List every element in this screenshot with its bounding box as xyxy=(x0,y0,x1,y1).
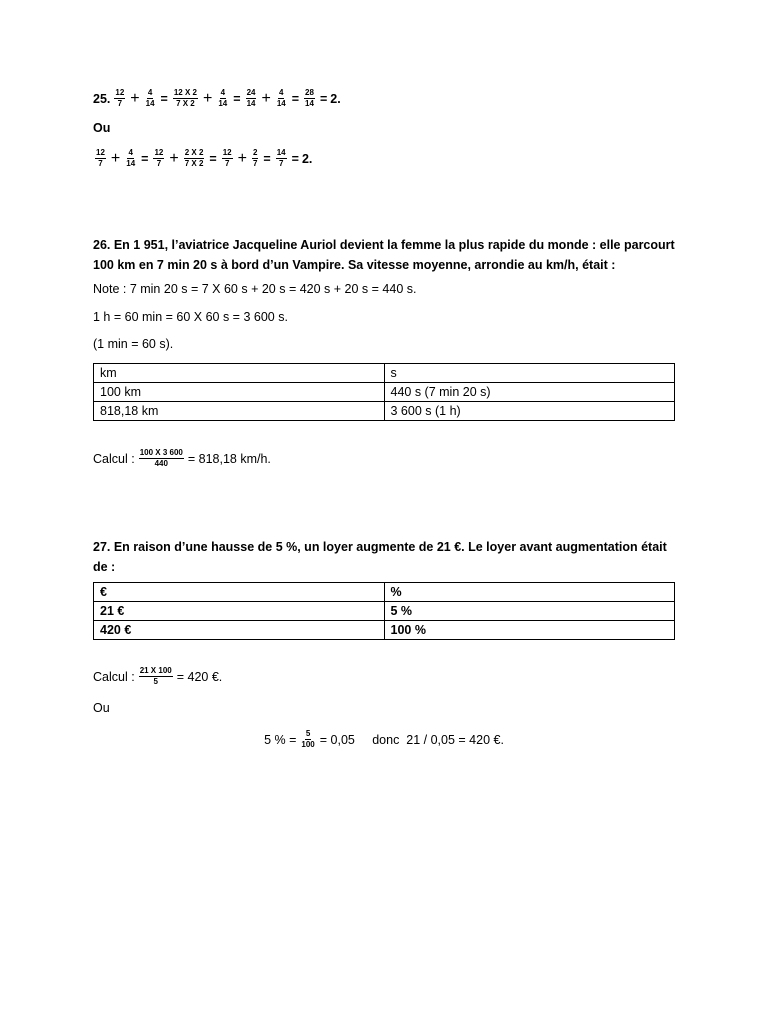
equals-sign: = xyxy=(319,91,328,106)
calc-result: = 818,18 km/h. xyxy=(187,451,271,466)
denominator: 7 X 2 xyxy=(184,159,204,168)
numerator: 5 xyxy=(305,729,311,738)
fraction xyxy=(217,88,228,109)
fraction xyxy=(139,666,173,687)
q26-minute-conversion: (1 min = 60 s). xyxy=(93,337,174,351)
plus-sign: + xyxy=(130,89,140,107)
q25-equation xyxy=(93,88,341,109)
alt-prefix: 5 % = xyxy=(264,732,297,747)
q25-alt-equation xyxy=(93,148,312,169)
table-cell: 420 € xyxy=(94,621,385,640)
denominator: 14 xyxy=(145,99,155,108)
numerator: 12 xyxy=(115,88,125,97)
q25-alt-result: 2. xyxy=(301,151,313,166)
q26-question: 26. En 1 951, l’aviatrice Jacqueline Auriol devient la femme la plus rapide du monde : elle parcourt 100 km en 7 min 20 s à bord d’un Vampire. Sa vitesse moyenne, arrondie au km/h, était : xyxy=(93,238,675,272)
calc-label: Calcul : xyxy=(93,669,135,684)
table-cell: 440 s (7 min 20 s) xyxy=(384,383,675,402)
q27-alt-math xyxy=(0,729,768,750)
numerator: 21 X 100 xyxy=(139,666,172,675)
table-cell: % xyxy=(384,583,675,602)
denominator: 14 xyxy=(218,99,228,108)
table-cell: 100 km xyxy=(94,383,385,402)
q27-ou: Ou xyxy=(93,701,110,715)
denominator: 7 xyxy=(224,159,230,168)
plus-sign: + xyxy=(203,89,213,107)
table-cell: € xyxy=(94,583,385,602)
fraction xyxy=(300,729,315,750)
table-row xyxy=(94,602,675,621)
table-row xyxy=(94,402,675,421)
equals-sign: = xyxy=(233,91,241,106)
denominator: 14 xyxy=(246,99,256,108)
table-row xyxy=(94,621,675,640)
numerator: 2 xyxy=(252,148,258,157)
q27-alt-calculation xyxy=(0,729,768,750)
equals-sign: = xyxy=(160,91,168,106)
numerator: 4 xyxy=(128,148,133,157)
fraction xyxy=(276,148,287,169)
equals-sign: = xyxy=(209,151,217,166)
denominator: 7 xyxy=(278,159,284,168)
q26-hour-conversion: 1 h = 60 min = 60 X 60 s = 3 600 s. xyxy=(93,310,288,324)
table-cell: km xyxy=(94,364,385,383)
fraction xyxy=(222,148,233,169)
calc-result: = 420 €. xyxy=(176,669,223,684)
denominator: 7 xyxy=(117,99,123,108)
denominator: 14 xyxy=(276,99,286,108)
table-cell: 100 % xyxy=(384,621,675,640)
q27-proportion-table xyxy=(93,582,675,640)
q25-ou: Ou xyxy=(93,121,111,135)
table-cell: 818,18 km xyxy=(94,402,385,421)
plus-sign: + xyxy=(169,149,179,167)
numerator: 24 xyxy=(246,88,256,97)
equals-sign: = xyxy=(263,151,271,166)
fraction xyxy=(304,88,315,109)
q26-note: Note : 7 min 20 s = 7 X 60 s + 20 s = 420 s + 20 s = 440 s. xyxy=(93,282,417,296)
numerator: 4 xyxy=(147,88,153,97)
fraction xyxy=(114,88,125,109)
numerator: 100 X 3 600 xyxy=(139,448,183,457)
plus-sign: + xyxy=(261,89,271,107)
numerator: 2 X 2 xyxy=(184,148,204,157)
fraction xyxy=(125,148,136,169)
numerator: 4 xyxy=(279,88,284,97)
alt-result: = 0,05 donc 21 / 0,05 = 420 €. xyxy=(319,732,504,747)
table-cell: 21 € xyxy=(94,602,385,621)
equals-sign: = xyxy=(291,151,299,166)
fraction xyxy=(173,88,198,109)
fraction xyxy=(153,148,164,169)
numerator: 28 xyxy=(305,88,314,97)
table-row xyxy=(94,383,675,402)
table-cell: s xyxy=(384,364,675,383)
table-cell: 5 % xyxy=(384,602,675,621)
numerator: 12 X 2 xyxy=(173,88,197,97)
calc-label: Calcul : xyxy=(93,451,135,466)
denominator: 440 xyxy=(154,459,168,468)
q25-result: 2. xyxy=(330,91,341,106)
fraction xyxy=(252,148,258,169)
q26-proportion-table xyxy=(93,363,675,421)
plus-sign: + xyxy=(110,149,121,167)
fraction xyxy=(246,88,257,109)
denominator: 14 xyxy=(305,99,314,108)
q27-question: 27. En raison d’une hausse de 5 %, un loyer augmente de 21 €. Le loyer avant augmentation était de : xyxy=(93,540,667,574)
equals-sign: = xyxy=(141,151,149,166)
q27-calculation xyxy=(93,666,222,687)
denominator: 7 X 2 xyxy=(176,99,195,108)
fraction xyxy=(139,448,184,469)
fraction xyxy=(276,88,287,109)
numerator: 12 xyxy=(154,148,164,157)
denominator: 7 xyxy=(252,159,258,168)
fraction xyxy=(145,88,156,109)
denominator: 100 xyxy=(301,740,315,749)
fraction xyxy=(95,148,106,169)
q25-number: 25. xyxy=(93,91,111,106)
table-row xyxy=(94,583,675,602)
table-row xyxy=(94,364,675,383)
table-cell: 3 600 s (1 h) xyxy=(384,402,675,421)
denominator: 14 xyxy=(126,159,136,168)
q26-calculation xyxy=(93,448,271,469)
fraction xyxy=(184,148,205,169)
denominator: 5 xyxy=(153,677,158,686)
numerator: 12 xyxy=(222,148,232,157)
denominator: 7 xyxy=(98,159,103,168)
plus-sign: + xyxy=(237,149,247,167)
numerator: 14 xyxy=(276,148,286,157)
numerator: 4 xyxy=(220,88,226,97)
equals-sign: = xyxy=(291,91,300,106)
numerator: 12 xyxy=(96,148,105,157)
denominator: 7 xyxy=(156,159,162,168)
